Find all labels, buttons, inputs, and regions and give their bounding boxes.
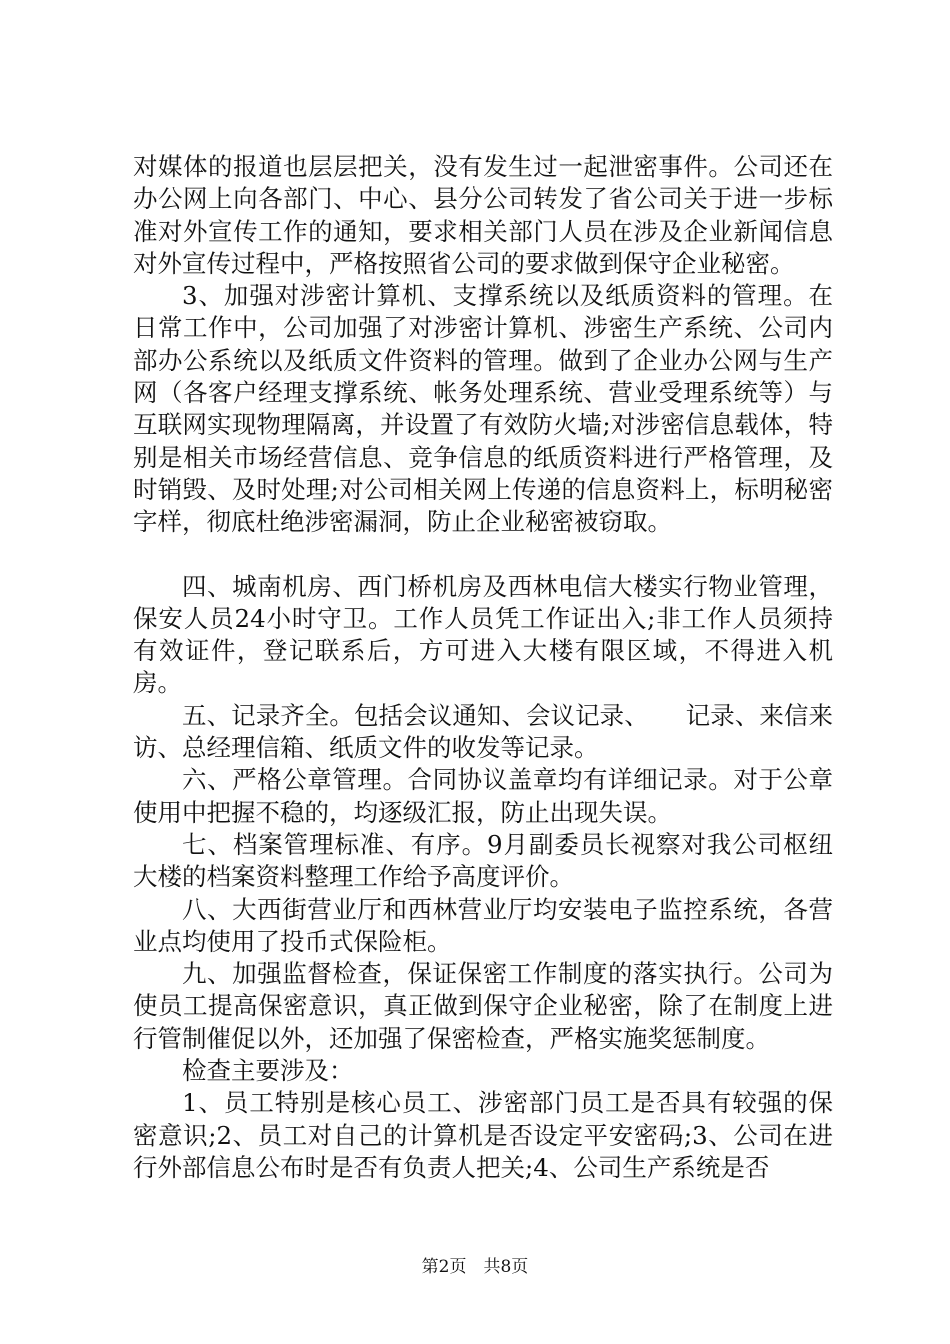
paragraph-item-6-seal-management: 六、严格公章管理。合同协议盖章均有详细记录。对于公章使用中把握不稳的，均逐级汇报，防止出现失误。	[133, 765, 833, 827]
paragraph-inspection-heading: 检查主要涉及：	[182, 1056, 354, 1086]
paragraph-item-7-archives: 七、档案管理标准、有序。9月副委员长视察对我公司枢纽大楼的档案资料整理工作给予高度评价。	[133, 829, 833, 892]
paragraph-item-5-records: 五、记录齐全。包括会议通知、会议记录、 记录、来信来访、总经理信箱、纸质文件的收发等记录。	[133, 700, 833, 763]
document-body	[133, 151, 833, 1184]
paragraph-item-9-supervision: 九、加强监督检查，保证保密工作制度的落实执行。公司为使员工提高保密意识，真正做到保守企业秘密，除了在制度上进行管制催促以外，还加强了保密检查，严格实施奖惩制度。	[133, 959, 833, 1053]
paragraph-spacer	[133, 539, 833, 571]
paragraph-publicity-control: 对媒体的报道也层层把关，没有发生过一起泄密事件。公司还在办公网上向各部门、中心、县分公司转发了省公司关于进一步标准对外宣传工作的通知，要求相关部门人员在涉及企业新闻信息对外宣传过程中，严格按照省公司的要求做到保守企业秘密。	[133, 152, 833, 278]
paragraph-item-4-building-security: 四、城南机房、西门桥机房及西林电信大楼实行物业管理，保安人员24小时守卫。工作人员凭工作证出入;非工作人员须持有效证件，登记联系后，方可进入大楼有限区域，不得进入机房。	[133, 571, 833, 698]
paragraph-item-3-computer-management: 3、加强对涉密计算机、支撑系统以及纸质资料的管理。在日常工作中，公司加强了对涉密计算机、涉密生产系统、公司内部办公系统以及纸质文件资料的管理。做到了企业办公网与生产网（各客户经理支撑系统、帐务处理系统、营业受理系统等）与互联网实现物理隔离，并设置了有效防火墙;对涉密信息载体，特别是相关市场经营信息、竞争信息的纸质资料进行严格管理，及时销毁、及时处理;对公司相关网上传递的信息资料上，标明秘密字样，彻底杜绝涉密漏洞，防止企业秘密被窃取。	[133, 281, 833, 537]
paragraph-inspection-items: 1、员工特别是核心员工、涉密部门员工是否具有较强的保密意识;2、员工对自己的计算机是否设定平安密码;3、公司在进行外部信息公布时是否有负责人把关;4、公司生产系统是否	[133, 1088, 833, 1182]
paragraph-item-8-monitoring: 八、大西街营业厅和西林营业厅均安装电子监控系统，各营业点均使用了投币式保险柜。	[133, 894, 833, 956]
page-footer: 第2页 共8页	[421, 1257, 529, 1277]
